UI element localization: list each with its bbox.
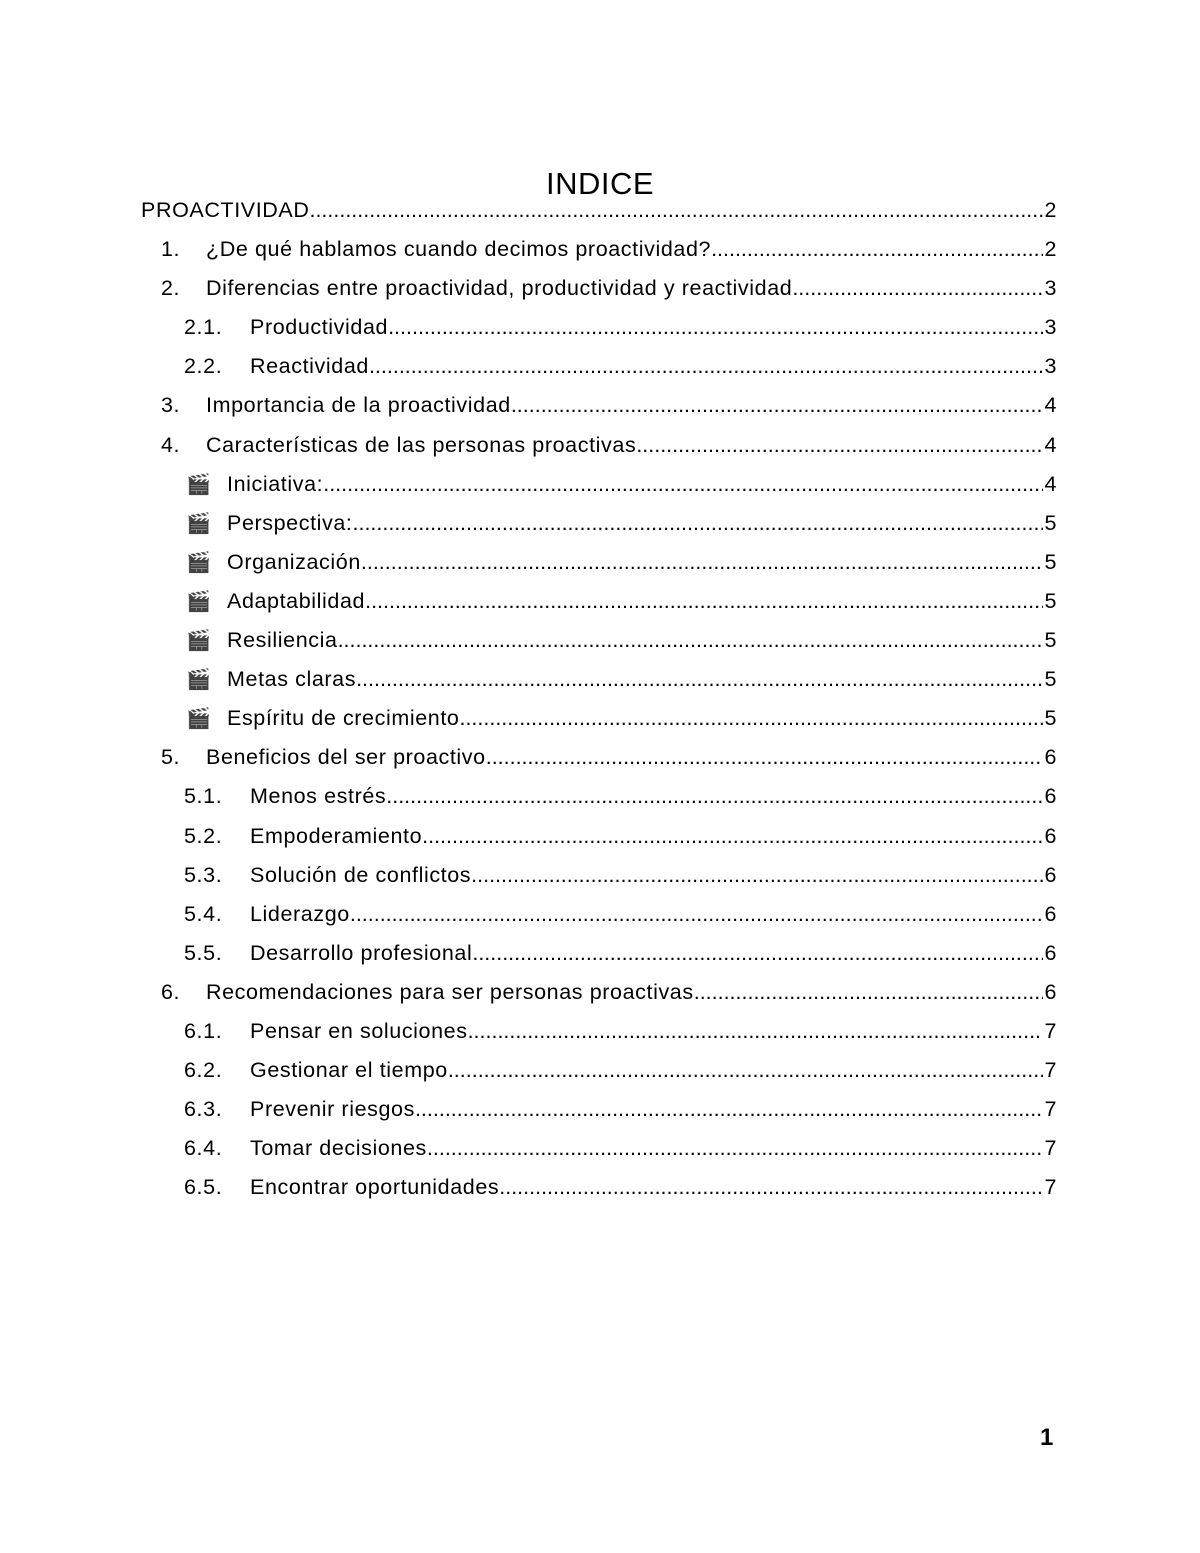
toc-entry-label: Iniciativa:: [227, 471, 324, 496]
toc-entry-number: 6.4.: [184, 1136, 223, 1161]
toc-entry-number: 6.1.: [184, 1018, 223, 1043]
dot-leader: [422, 824, 1043, 849]
dot-leader: [338, 628, 1044, 653]
dot-leader: [472, 941, 1043, 966]
toc-entry-page: 7: [1044, 1018, 1057, 1043]
toc-entry-number: 5.4.: [184, 901, 223, 926]
dot-leader: [711, 237, 1043, 262]
toc-entry-number: 2.1.: [184, 315, 223, 340]
dot-leader: [427, 1136, 1044, 1161]
toc-entry[interactable]: [141, 628, 1057, 667]
toc-entry-label: Espíritu de crecimiento: [227, 706, 460, 731]
dot-leader: [448, 1058, 1044, 1083]
toc-entry-label: Características de las personas proactivas: [206, 432, 637, 457]
toc-entry-page: 2: [1044, 237, 1057, 262]
clapperboard-bullet-icon: 🎬: [186, 590, 212, 613]
toc-entry[interactable]: [141, 667, 1057, 706]
page-title: INDICE: [545, 166, 655, 201]
toc-entry[interactable]: [141, 393, 1057, 432]
clapperboard-bullet-icon: 🎬: [186, 512, 212, 535]
toc-entry-number: 3.: [161, 393, 181, 418]
toc-entry-page: 2: [1044, 198, 1057, 222]
dot-leader: [694, 980, 1044, 1005]
toc-entry-label: Empoderamiento: [250, 823, 423, 848]
toc-entry-number: 6.5.: [184, 1175, 223, 1200]
dot-leader: [309, 198, 1043, 223]
toc-entry[interactable]: [141, 784, 1057, 823]
toc-entry-number: 5.2.: [184, 823, 223, 848]
toc-entry-label: Productividad: [250, 315, 389, 340]
toc-entry[interactable]: [141, 354, 1057, 393]
toc-entry-number: 5.3.: [184, 862, 223, 887]
toc-entry-page: 3: [1044, 276, 1057, 301]
dot-leader: [415, 1097, 1043, 1122]
toc-entry-label: Metas claras: [227, 667, 357, 692]
toc-entry-label: Resiliencia: [227, 628, 338, 653]
toc-entry[interactable]: [141, 941, 1057, 980]
toc-entry-number: 5.: [161, 745, 181, 770]
toc-entry-page: 6: [1044, 979, 1057, 1004]
toc-entry-page: 5: [1044, 628, 1057, 653]
toc-entry-page: 5: [1044, 667, 1057, 692]
toc-entry-number: 6.3.: [184, 1097, 223, 1122]
toc-entry-label: Diferencias entre proactividad, productividad y reactividad: [206, 276, 793, 301]
toc-entry-number: 2.: [161, 276, 181, 301]
toc-entry-label: Pensar en soluciones: [250, 1018, 468, 1043]
toc-entry-page: 7: [1044, 1058, 1057, 1083]
toc-entry-page: 5: [1044, 706, 1057, 731]
toc-entry-page: 6: [1044, 862, 1057, 887]
toc-entry-label: Solución de conflictos: [250, 862, 472, 887]
dot-leader: [459, 706, 1043, 731]
toc-entry-page: 3: [1044, 354, 1057, 379]
toc-entry[interactable]: [141, 511, 1057, 550]
toc-entry-label: Recomendaciones para ser personas proactivas: [206, 979, 694, 1004]
dot-leader: [353, 511, 1044, 536]
toc-entry-number: 5.1.: [184, 784, 223, 809]
page-number: 1: [1040, 1424, 1054, 1451]
dot-leader: [468, 1019, 1044, 1044]
toc-entry[interactable]: [141, 745, 1057, 784]
toc-entry-label: Importancia de la proactividad: [206, 393, 511, 418]
dot-leader: [636, 433, 1043, 458]
clapperboard-bullet-icon: 🎬: [186, 551, 212, 574]
toc-entry[interactable]: [141, 433, 1057, 472]
toc-entry-number: 4.: [161, 432, 181, 457]
toc-entry-label: Beneficios del ser proactivo: [206, 745, 486, 770]
toc-entry[interactable]: [141, 1175, 1057, 1214]
toc-entry[interactable]: [141, 237, 1057, 276]
toc-entry[interactable]: [141, 198, 1057, 237]
toc-entry-number: 2.2.: [184, 354, 223, 379]
toc-entry[interactable]: [141, 706, 1057, 745]
toc-entry-label: Gestionar el tiempo: [250, 1058, 448, 1083]
toc-entry-label: PROACTIVIDAD: [141, 198, 310, 222]
toc-entry-page: 7: [1044, 1097, 1057, 1122]
dot-leader: [499, 1175, 1043, 1200]
toc-entry[interactable]: [141, 902, 1057, 941]
toc-entry[interactable]: [141, 550, 1057, 589]
dot-leader: [471, 863, 1043, 888]
toc-entry-page: 5: [1044, 588, 1057, 613]
toc-entry-page: 5: [1044, 549, 1057, 574]
toc-entry[interactable]: [141, 1136, 1057, 1175]
toc-entry-page: 7: [1044, 1175, 1057, 1200]
dot-leader: [792, 276, 1043, 301]
toc-entry-label: Liderazgo: [250, 901, 350, 926]
toc-entry-label: Perspectiva:: [227, 510, 353, 535]
toc-entry[interactable]: [141, 276, 1057, 315]
toc-entry-number: 5.5.: [184, 940, 223, 965]
dot-leader: [388, 315, 1043, 340]
clapperboard-bullet-icon: 🎬: [186, 708, 212, 731]
toc-entry-label: Menos estrés: [250, 784, 387, 809]
toc-entry-label: Prevenir riesgos: [250, 1097, 415, 1122]
toc-entry-page: 5: [1044, 510, 1057, 535]
toc-entry-label: Reactividad: [250, 354, 369, 379]
toc-entry-label: Tomar decisiones: [250, 1136, 427, 1161]
table-of-contents: [141, 198, 1057, 1214]
clapperboard-bullet-icon: 🎬: [186, 473, 212, 496]
dot-leader: [350, 902, 1044, 927]
dot-leader: [323, 472, 1043, 497]
toc-entry-page: 7: [1044, 1136, 1057, 1161]
toc-entry-number: 6.2.: [184, 1058, 223, 1083]
toc-entry-number: 1.: [161, 237, 181, 262]
toc-entry[interactable]: [141, 1097, 1057, 1136]
toc-entry-label: Adaptabilidad: [227, 588, 366, 613]
toc-entry-page: 4: [1044, 471, 1057, 496]
dot-leader: [486, 745, 1044, 770]
dot-leader: [511, 393, 1044, 418]
toc-entry-label: Desarrollo profesional: [250, 940, 473, 965]
dot-leader: [369, 354, 1043, 379]
dot-leader: [356, 667, 1043, 692]
toc-entry-page: 4: [1044, 432, 1057, 457]
dot-leader: [361, 550, 1044, 575]
toc-entry-page: 6: [1044, 901, 1057, 926]
toc-entry-page: 6: [1044, 784, 1057, 809]
dot-leader: [365, 589, 1043, 614]
clapperboard-bullet-icon: 🎬: [186, 669, 212, 692]
toc-entry-label: ¿De qué hablamos cuando decimos proactividad?: [206, 237, 712, 262]
dot-leader: [386, 784, 1043, 809]
toc-entry-page: 3: [1044, 315, 1057, 340]
toc-entry[interactable]: [141, 1058, 1057, 1097]
toc-entry-page: 6: [1044, 940, 1057, 965]
toc-entry-page: 6: [1044, 823, 1057, 848]
toc-entry[interactable]: [141, 980, 1057, 1019]
toc-entry-number: 6.: [161, 979, 181, 1004]
toc-entry[interactable]: [141, 472, 1057, 511]
toc-entry-page: 4: [1044, 393, 1057, 418]
toc-entry-label: Encontrar oportunidades: [250, 1175, 500, 1200]
toc-entry-page: 6: [1044, 745, 1057, 770]
toc-entry[interactable]: [141, 589, 1057, 628]
toc-entry[interactable]: [141, 1019, 1057, 1058]
toc-entry-label: Organización: [227, 549, 361, 574]
clapperboard-bullet-icon: 🎬: [186, 630, 212, 653]
toc-entry[interactable]: [141, 863, 1057, 902]
toc-entry[interactable]: [141, 824, 1057, 863]
toc-entry[interactable]: [141, 315, 1057, 354]
